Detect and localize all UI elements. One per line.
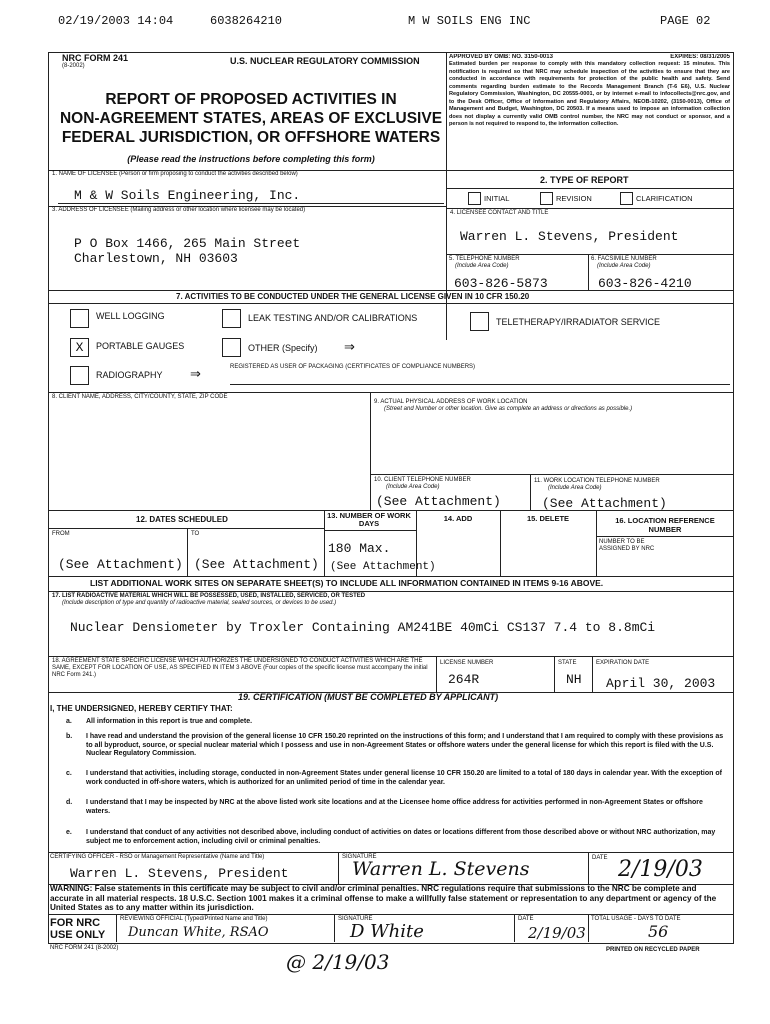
fax-label: 6. FACSIMILE NUMBER <box>591 256 657 262</box>
signature-label: SIGNATURE <box>342 854 377 860</box>
cert-item-a: All information in this report is true and complete. <box>86 718 253 725</box>
to-label: TO <box>191 531 200 537</box>
expiration-date: April 30, 2003 <box>606 676 716 691</box>
contact-name: Warren L. Stevens, President <box>460 229 679 244</box>
to-value: (See Attachment) <box>194 557 319 572</box>
license-number: 264R <box>448 672 480 687</box>
dates-label: 12. DATES SCHEDULED <box>136 515 228 524</box>
work-location-label-sub: (Street and Number or other location. Give as complete an address or directions as possible.) <box>384 406 633 412</box>
cert-item-e-letter: e. <box>66 829 72 836</box>
radiography-label: RADIOGRAPHY <box>96 370 163 380</box>
licensee-address-line2: Charlestown, NH 03603 <box>74 251 238 266</box>
fax-value: 603-826-4210 <box>598 276 692 291</box>
licensee-address-line1: P O Box 1466, 265 Main Street <box>74 236 301 251</box>
certifying-officer: Warren L. Stevens, President <box>70 866 289 881</box>
client-phone-label-sub: (Include Area Code) <box>386 484 440 490</box>
cert-item-c: I understand that activities, including storage, conducted in non-Agreement States under general license 10 CFR 150.20 are limited to a total of 180 days in calendar year. With the exception of work conducted in off-shore waters, which is authorized for an unlimited period of time in the calendar year. <box>86 770 722 786</box>
reviewer-label: REVIEWING OFFICIAL (Typed/Printed Name and Title) <box>120 916 268 922</box>
work-phone-label-sub: (Include Area Code) <box>548 485 602 491</box>
client-phone-label: 10. CLIENT TELEPHONE NUMBER <box>374 477 471 483</box>
licensee-name-label: 1. NAME OF LICENSEE (Person or firm proposing to conduct the activities described below) <box>52 171 298 177</box>
fax-sender: M W SOILS ENG INC <box>408 14 531 28</box>
initial-label: INITIAL <box>484 194 510 203</box>
other-label: OTHER (Specify) <box>248 343 318 353</box>
nrc-use-label: FOR NRC USE ONLY <box>50 917 106 941</box>
teletherapy-label: TELETHERAPY/IRRADIATOR SERVICE <box>496 317 661 327</box>
warning-text: WARNING: False statements in this certificate may be subject to civil and/or criminal penalties. NRC regulations require that submissions to the NRC be complete and accurate in all material respects. 18 U.S.C. Section 1001 makes it a criminal offense to make a willfully false statement or representation to any department or agency of the United States as to any matter within its jurisdiction. <box>50 884 717 912</box>
location-ref-sub: NUMBER TO BE ASSIGNED BY NRC <box>599 539 655 552</box>
client-label: 8. CLIENT NAME, ADDRESS, CITY/COUNTY, STATE, ZIP CODE <box>52 394 228 400</box>
location-ref-label: 16. LOCATION REFERENCE NUMBER <box>615 516 715 534</box>
clarification-label: CLARIFICATION <box>636 194 693 203</box>
work-phone-label: 11. WORK LOCATION TELEPHONE NUMBER <box>534 478 660 484</box>
reviewer-date-label: DATE <box>518 916 534 922</box>
revision-checkbox[interactable] <box>540 192 553 205</box>
packaging-label: REGISTERED AS USER OF PACKAGING (CERTIFICATES OF COMPLIANCE NUMBERS) <box>230 364 476 370</box>
well-logging-label: WELL LOGGING <box>96 311 165 321</box>
certification-intro: I, THE UNDERSIGNED, HEREBY CERTIFY THAT: <box>50 704 233 713</box>
leak-testing-label: LEAK TESTING AND/OR CALIBRATIONS <box>248 313 418 323</box>
portable-gauges-checkbox[interactable]: X <box>70 338 89 357</box>
material-label: 17. LIST RADIOACTIVE MATERIAL WHICH WILL BE POSSESSED, USED, INSTALLED, SERVICED, OR TESTED <box>52 593 366 599</box>
fax-page: PAGE 02 <box>660 14 711 28</box>
workdays-label: 13. NUMBER OF WORK DAYS <box>327 511 411 528</box>
report-type-label: 2. TYPE OF REPORT <box>540 175 629 185</box>
cert-item-d: I understand that I may be inspected by NRC at the above listed work site locations and at the Licensee home office address for activities performed in non-Agreement States or offshore waters. <box>86 799 703 815</box>
handwritten-note: @ 2/19/03 <box>286 950 390 974</box>
omb-box: APPROVED BY OMB: NO. 3150-0013 EXPIRES: 08/31/2005 Estimated burden per response to comply with this mandatory collection request: 15 minutes. This notification is required so that NRC may schedule inspection of the activities to ensure that they are conducted in accordance with requirements for protection of the public health and safety. Send comments regarding burden estimate to the Records Management Branch (T-6 E6), U.S. Nuclear Regulatory Commission, Washington, DC 20555-0001, or by internet e-mail to infocollects@nrc.gov, and to the Desk Officer, Office of Information and Regulatory Affairs, NEOB-10202, (3150-0013), Office of Management and Budget, Washington, DC 20503. If a means used to impose an information collection does not display a currently valid OMB control number, the NRC may not conduct or sponsor, and a person is not required to respond to, the information collection. <box>449 54 730 127</box>
material-label-sub: (Include description of type and quantity of radioactive material, sealed sources, or devices to be used.) <box>62 600 337 606</box>
form-title: REPORT OF PROPOSED ACTIVITIES IN NON-AGREEMENT STATES, AREAS OF EXCLUSIVE FEDERAL JURISDICTION, OR OFFSHORE WATERS <box>59 91 443 146</box>
teletherapy-checkbox[interactable] <box>470 312 489 331</box>
workdays-note: (See Attachment) <box>330 561 436 573</box>
radiography-arrow-icon: ⇒ <box>190 366 201 381</box>
fax-phone: 6038264210 <box>210 14 283 28</box>
reviewer-name: Duncan White, RSAO <box>128 925 269 940</box>
phone-value: 603-826-5873 <box>454 276 548 291</box>
fax-label-sub: (Include Area Code) <box>597 263 651 269</box>
license-number-label: LICENSE NUMBER <box>440 660 494 666</box>
reviewer-date: 2/19/03 <box>528 924 586 942</box>
form-number: NRC FORM 241 <box>62 53 129 63</box>
workdays-max: 180 Max. <box>328 541 391 556</box>
phone-label-sub: (Include Area Code) <box>455 263 509 269</box>
form-instructions: (Please read the instructions before completing this form) <box>127 154 375 164</box>
additional-sites-note: LIST ADDITIONAL WORK SITES ON SEPARATE SHEET(S) TO INCLUDE ALL INFORMATION CONTAINED IN ITEMS 9-16 ABOVE. <box>90 578 604 588</box>
revision-label: REVISION <box>556 194 592 203</box>
radiography-checkbox[interactable] <box>70 366 89 385</box>
client-phone-value: (See Attachment) <box>376 494 501 509</box>
expiration-label: EXPIRATION DATE <box>596 660 650 666</box>
initial-checkbox[interactable] <box>468 192 481 205</box>
fax-datetime: 02/19/2003 14:04 <box>58 14 174 28</box>
from-label: FROM <box>52 531 70 537</box>
cert-date-label: DATE <box>592 855 608 861</box>
state-label: STATE <box>558 660 577 666</box>
usage-value: 56 <box>648 922 669 941</box>
reviewer-signature-label: SIGNATURE <box>338 916 373 922</box>
form-number-sub: (8-2002) <box>62 63 85 69</box>
phone-label: 5. TELEPHONE NUMBER <box>449 256 520 262</box>
work-phone-value: (See Attachment) <box>542 496 667 511</box>
contact-label: 4. LICENSEE CONTACT AND TITLE <box>450 210 549 216</box>
work-location-label: 9. ACTUAL PHYSICAL ADDRESS OF WORK LOCATION <box>374 399 528 405</box>
well-logging-checkbox[interactable] <box>70 309 89 328</box>
cert-item-b: I have read and understand the provision of the general license 10 CFR 150.20 reprinted on the instructions of this form; and I understand that I am required to comply with these provisions as to all byproduct, source, or special nuclear material which I possess and use in non-Agreement States or offshore waters under the general license for which this report is filed with the U.S. Nuclear Regulatory Commission. <box>86 733 724 757</box>
licensee-name: M & W Soils Engineering, Inc. <box>74 188 301 203</box>
applicant-signature: Warren L. Stevens <box>352 858 530 880</box>
certification-title: 19. CERTIFICATION (MUST BE COMPLETED BY APPLICANT) <box>238 692 499 702</box>
cert-item-c-letter: c. <box>66 770 72 777</box>
other-arrow-icon: ⇒ <box>344 339 355 354</box>
reviewer-signature: D White <box>350 921 424 942</box>
licensee-address-label: 3. ADDRESS OF LICENSEE (Mailing address or other location where licensee may be located) <box>52 207 306 213</box>
footer-recycled: PRINTED ON RECYCLED PAPER <box>606 947 700 953</box>
clarification-checkbox[interactable] <box>620 192 633 205</box>
cert-item-e: I understand that conduct of any activities not described above, including conduct of activities on dates or locations different from those described above or without NRC authorization, may subject me to enforcement action, including civil or criminal penalties. <box>86 829 716 845</box>
material-value: Nuclear Densiometer by Troxler Containing AM241BE 40mCi CS137 7.4 to 8.8mCi <box>70 620 656 635</box>
agreement-label: 18. AGREEMENT STATE SPECIFIC LICENSE WHICH AUTHORIZES THE UNDERSIGNED TO CONDUCT ACTIVITIES WHICH ARE THE SAME, EXCEPT FOR LOCATION OF USE, AS SPECIFIED IN ITEM 3 ABOVE (Four copies of the specific license must accompany the initial NRC Form 241.) <box>52 658 428 678</box>
delete-label: 15. DELETE <box>526 514 570 523</box>
from-value: (See Attachment) <box>58 557 183 572</box>
add-label: 14. ADD <box>443 514 473 523</box>
certifying-officer-label: CERTIFYING OFFICER - RSO or Management Representative (Name and Title) <box>50 854 265 860</box>
state-value: NH <box>566 672 582 687</box>
agency-name: U.S. NUCLEAR REGULATORY COMMISSION <box>230 56 420 66</box>
usage-label: TOTAL USAGE - DAYS TO DATE <box>591 916 681 922</box>
cert-item-d-letter: d. <box>66 799 73 806</box>
cert-item-b-letter: b. <box>66 733 73 740</box>
leak-testing-checkbox[interactable] <box>222 309 241 328</box>
footer-form-number: NRC FORM 241 (8-2002) <box>50 945 119 951</box>
cert-date: 2/19/03 <box>618 857 703 882</box>
portable-gauges-label: PORTABLE GAUGES <box>96 341 185 351</box>
activities-label: 7. ACTIVITIES TO BE CONDUCTED UNDER THE GENERAL LICENSE GIVEN IN 10 CFR 150.20 <box>176 292 530 301</box>
other-checkbox[interactable] <box>222 338 241 357</box>
cert-item-a-letter: a. <box>66 718 72 725</box>
